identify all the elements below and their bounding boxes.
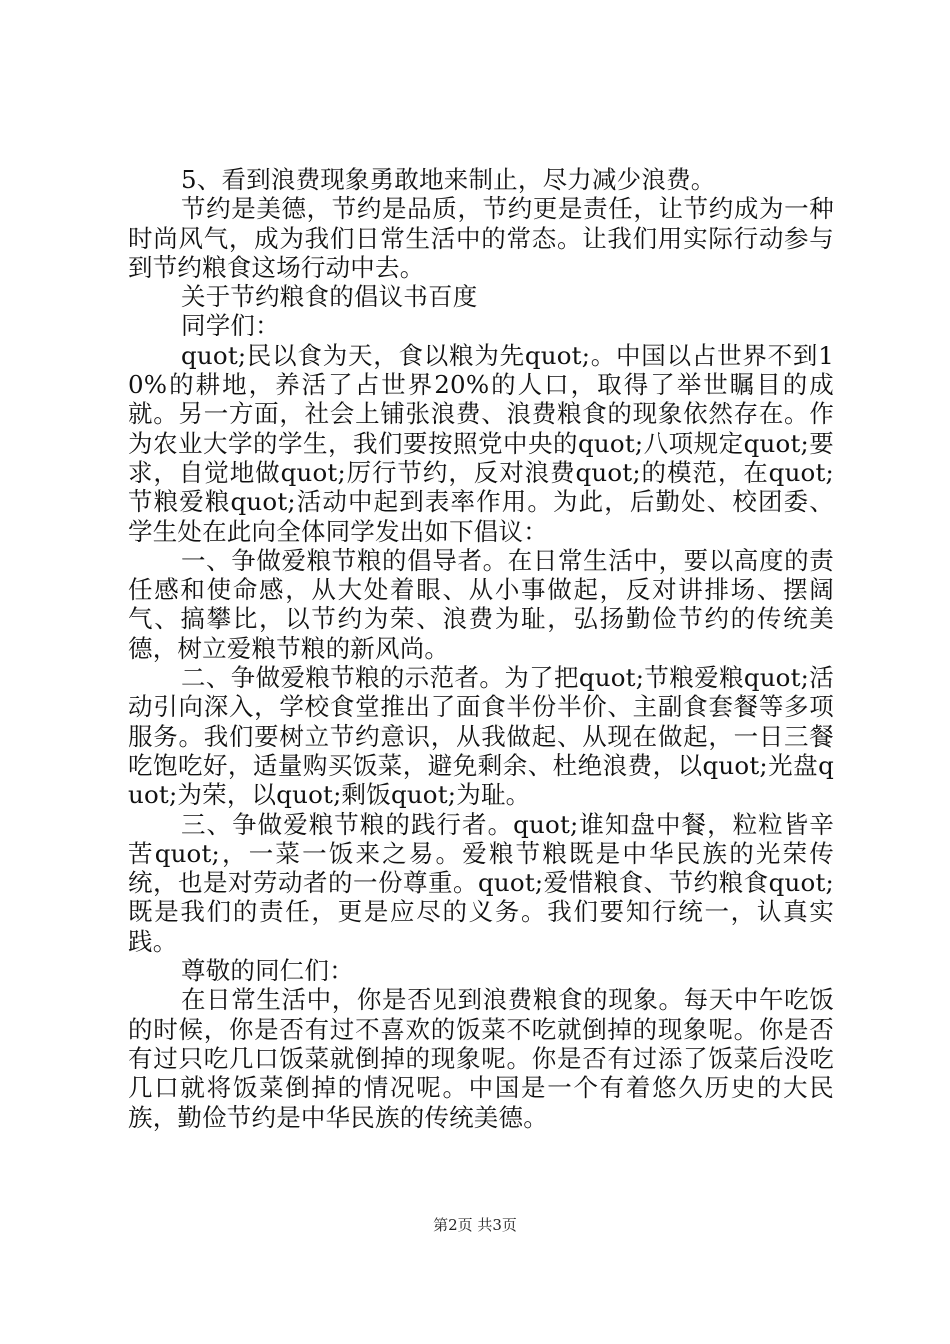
section-heading: 关于节约粮食的倡议书百度 [181,282,478,312]
paragraph-proposal-one: 一、争做爱粮节粮的倡导者。在日常生活中，要以高度的责任感和使命感，从大处着眼、从小事做起，反对讲排场、摆阔气、搞攀比，以节约为荣、浪费为耻，弘扬勤俭节约的传统美德，树立爱粮节粮的新风尚。 [128,545,834,663]
paragraph-intro: quot;民以食为天，食以粮为先quot;。中国以占世界不到10%的耕地，养活了占世界20%的人口，取得了举世瞩目的成就。另一方面，社会上铺张浪费、浪费粮食的现象依然存在。作为农业大学的学生，我们要按照党中央的quot;八项规定quot;要求，自觉地做quot;厉行节约，反对浪费quot;的模范，在quot;节粮爱粮quot;活动中起到表率作用。为此，后勤处、校团委、学生处在此向全体同学发出如下倡议： [128,340,834,546]
paragraph-thrift-virtue: 节约是美德，节约是品质，节约更是责任，让节约成为一种时尚风气，成为我们日常生活中的常态。让我们用实际行动参与到节约粮食这场行动中去。 [128,194,834,282]
paragraph-proposal-two: 二、争做爱粮节粮的示范者。为了把quot;节粮爱粮quot;活动引向深入，学校食堂推出了面食半份半价、主副食套餐等多项服务。我们要树立节约意识，从我做起、从现在做起，一日三餐吃饱吃好，适量购买饭菜，避免剩余、杜绝浪费，以quot;光盘quot;为荣，以quot;剩饭quot;为耻。 [128,663,834,810]
paragraph-item-5-stop-waste: 5、看到浪费现象勇敢地来制止，尽力减少浪费。 [181,165,716,194]
document-body [128,165,834,1132]
salutation-students: 同学们： [181,311,280,341]
paragraph-proposal-three: 三、争做爱粮节粮的践行者。quot;谁知盘中餐，粒粒皆辛苦quot;，一菜一饭来之易。爱粮节粮既是中华民族的光荣传统，也是对劳动者的一份尊重。quot;爱惜粮食、节约粮食quot;既是我们的责任，更是应尽的义务。我们要知行统一，认真实践。 [128,809,834,956]
page-number-footer: 第2页 共3页 [433,1216,517,1234]
paragraph-daily-life: 在日常生活中，你是否见到浪费粮食的现象。每天中午吃饭的时候，你是否有过不喜欢的饭菜不吃就倒掉的现象呢。你是否有过只吃几口饭菜就倒掉的现象呢。你是否有过添了饭菜后没吃几口就将饭菜倒掉的情况呢。中国是一个有着悠久历史的大民族，勤俭节约是中华民族的传统美德。 [128,985,834,1132]
salutation-colleagues: 尊敬的同仁们： [181,956,354,986]
